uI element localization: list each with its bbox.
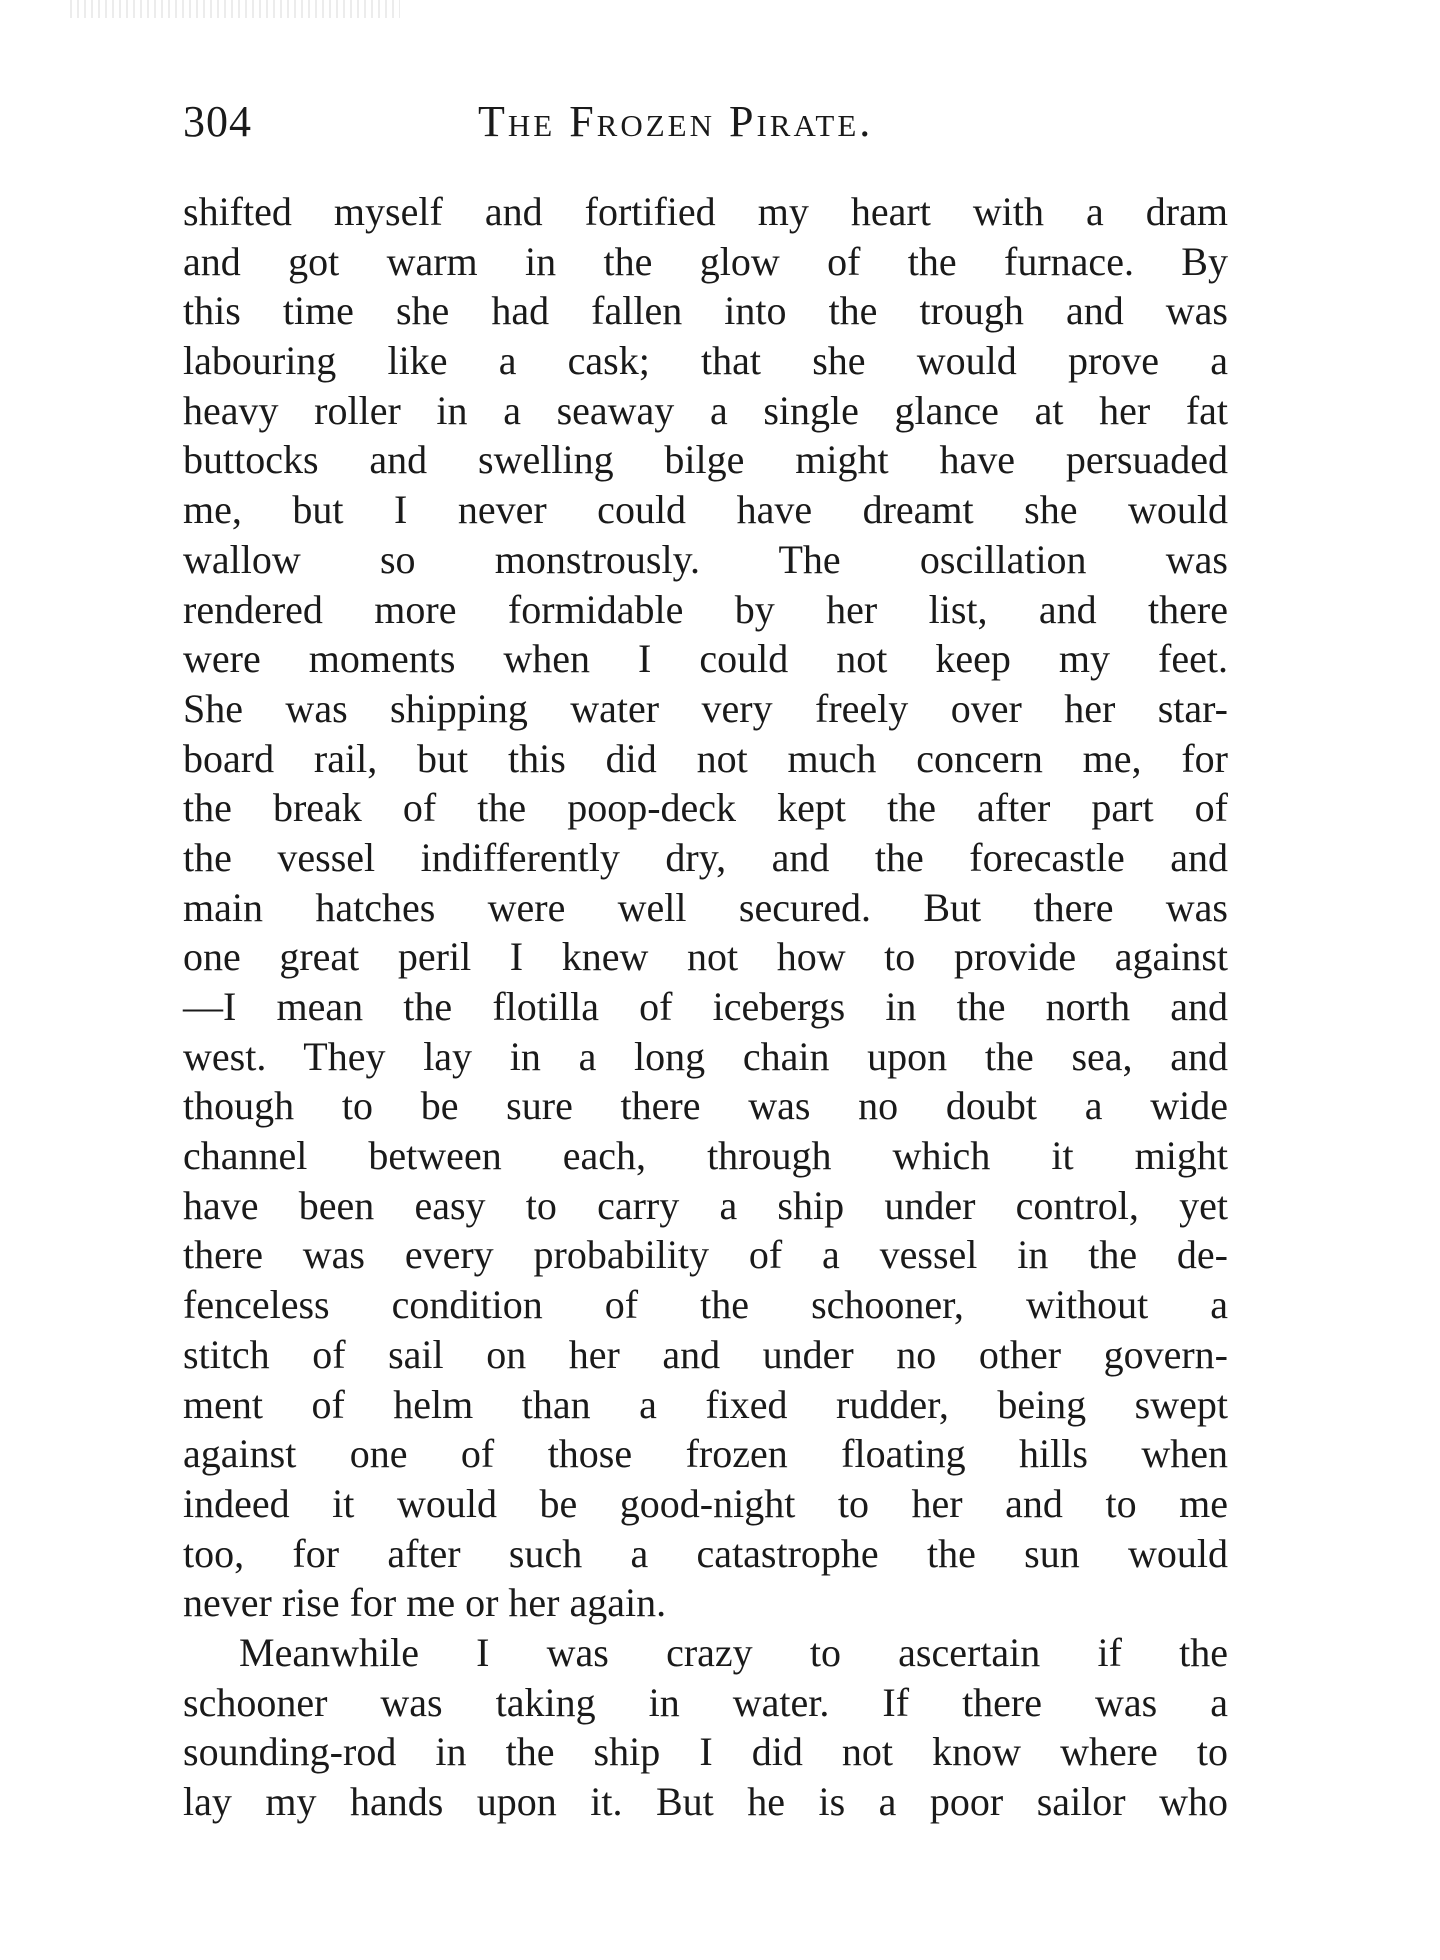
text-line: Meanwhile I was crazy to ascertain if the [239, 1629, 1228, 1675]
text-line: fenceless condition of the schooner, without a [183, 1282, 1228, 1328]
text-line: west. They lay in a long chain upon the sea, and [183, 1033, 1228, 1079]
text-line: me, but I never could have dreamt she would [183, 487, 1228, 533]
text-line: this time she had fallen into the trough and was [183, 288, 1228, 334]
text-line: shifted myself and fortified my heart with a dram [183, 189, 1228, 234]
text-line: She was shipping water very freely over her star- [183, 685, 1228, 731]
text-line: one great peril I knew not how to provide against [183, 934, 1228, 980]
text-line: never rise for me or her again. [183, 1580, 667, 1626]
body-text [183, 187, 1228, 1827]
text-line: have been easy to carry a ship under control, yet [183, 1182, 1228, 1228]
text-line: stitch of sail on her and under no other govern- [183, 1331, 1228, 1377]
text-line: wallow so monstrously. The oscillation was [183, 536, 1228, 582]
text-line: rendered more formidable by her list, and there [183, 586, 1228, 632]
text-line: against one of those frozen floating hills when [183, 1431, 1228, 1477]
paragraph [183, 187, 1228, 1628]
text-line: —I mean the flotilla of icebergs in the north and [183, 984, 1228, 1029]
text-line: channel between each, through which it might [183, 1133, 1228, 1179]
text-line: though to be sure there was no doubt a wide [183, 1083, 1228, 1129]
text-line: main hatches were well secured. But there was [183, 884, 1228, 930]
page-number: 304 [183, 97, 252, 146]
text-line: heavy roller in a seaway a single glance at her fat [183, 387, 1228, 433]
text-line: were moments when I could not keep my feet. [183, 636, 1228, 682]
text-line: buttocks and swelling bilge might have persuaded [183, 437, 1228, 483]
text-line: the break of the poop-deck kept the after part of [183, 785, 1228, 831]
text-line: there was every probability of a vessel in the de- [183, 1232, 1228, 1278]
text-line: and got warm in the glow of the furnace. By [183, 238, 1228, 284]
text-line: labouring like a cask; that she would prove a [183, 338, 1228, 384]
text-line: board rail, but this did not much concern me, for [183, 735, 1228, 781]
page-header [183, 92, 1228, 152]
paragraph [183, 1628, 1228, 1827]
running-title: The Frozen Pirate. [478, 97, 874, 146]
text-line: lay my hands upon it. But he is a poor sailor who [183, 1779, 1228, 1824]
scan-artifact [70, 0, 400, 18]
text-line: schooner was taking in water. If there was a [183, 1679, 1228, 1725]
text-line: sounding-rod in the ship I did not know where to [183, 1729, 1228, 1775]
text-line: ment of helm than a fixed rudder, being swept [183, 1381, 1228, 1427]
text-line: indeed it would be good-night to her and to me [183, 1480, 1228, 1526]
text-line: the vessel indifferently dry, and the forecastle and [183, 834, 1228, 880]
text-line: too, for after such a catastrophe the sun would [183, 1530, 1228, 1576]
